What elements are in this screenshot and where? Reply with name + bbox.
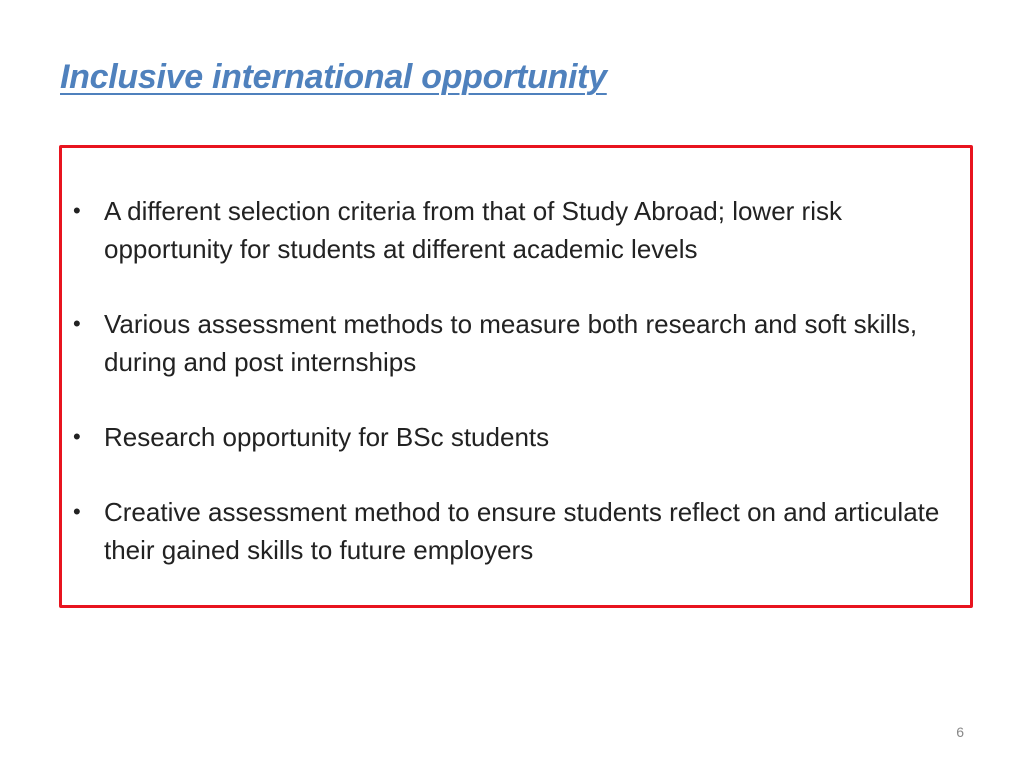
bullet-text: Creative assessment method to ensure students reflect on and articulate their gained skills to future employers [104,497,940,565]
bullet-icon: • [73,499,81,524]
bullet-item [70,418,950,456]
slide-number: 6 [956,724,964,740]
bullet-icon: • [73,198,81,223]
bullet-text: Research opportunity for BSc students [104,422,550,452]
bullet-item [70,493,950,569]
bullet-item [70,305,950,381]
bullet-text: Various assessment methods to measure both research and soft skills, during and post internships [104,309,918,377]
slide-title: Inclusive international opportunity [60,58,607,96]
bullet-icon: • [73,424,81,449]
bullet-icon: • [73,311,81,336]
highlight-box [59,145,973,608]
bullet-text: A different selection criteria from that of Study Abroad; lower risk opportunity for students at different academic levels [104,196,842,264]
bullet-item [70,192,950,268]
bullet-list [70,192,950,606]
